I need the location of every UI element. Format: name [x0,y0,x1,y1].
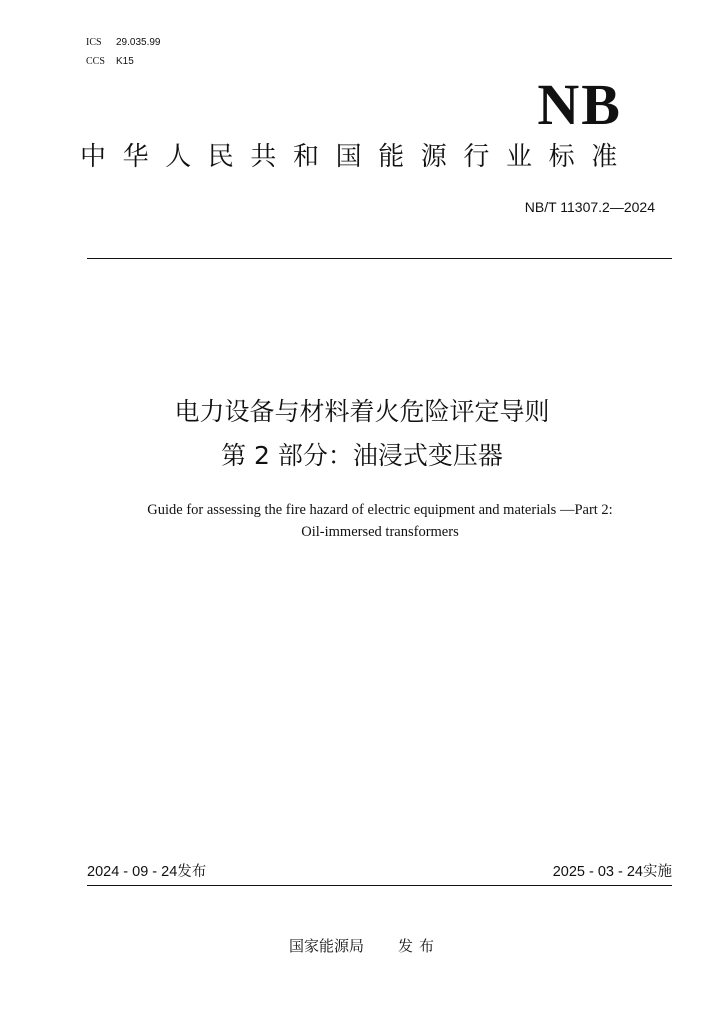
ccs-value: K15 [116,56,134,67]
ics-value: 29.035.99 [116,37,161,48]
issue-date-suffix: 发布 [177,864,207,880]
ccs-label: CCS [86,56,105,67]
document-part-title-cn: 第 2 部分：油浸式变压器 [221,441,503,470]
ccs-classification [86,55,134,69]
implementation-date-value: 2025 - 03 - 24 [552,864,643,880]
implementation-date [553,862,672,882]
ics-label: ICS [86,37,102,48]
issuer-action: 发布 [398,937,441,955]
standard-number: NB/T 11307.2—2024 [524,199,655,215]
standard-organization: 中华人民共和国能源行业标准 [80,142,634,172]
issuer [289,936,440,956]
ics-classification [86,36,161,50]
implementation-date-suffix: 实施 [643,864,672,880]
document-title-cn: 电力设备与材料着火危险评定导则 [174,397,550,426]
issuer-name: 国家能源局 [289,937,365,955]
issue-date-value: 2024 - 09 - 24 [87,864,178,880]
nb-logo: NB [537,72,622,137]
document-title-en-line1: Guide for assessing the fire hazard of electric equipment and materials —Part 2: [147,502,613,518]
document-title-en-line2: Oil-immersed transformers [301,524,459,540]
issue-date [87,862,206,882]
footer-divider [87,885,672,886]
header-divider [87,258,672,259]
